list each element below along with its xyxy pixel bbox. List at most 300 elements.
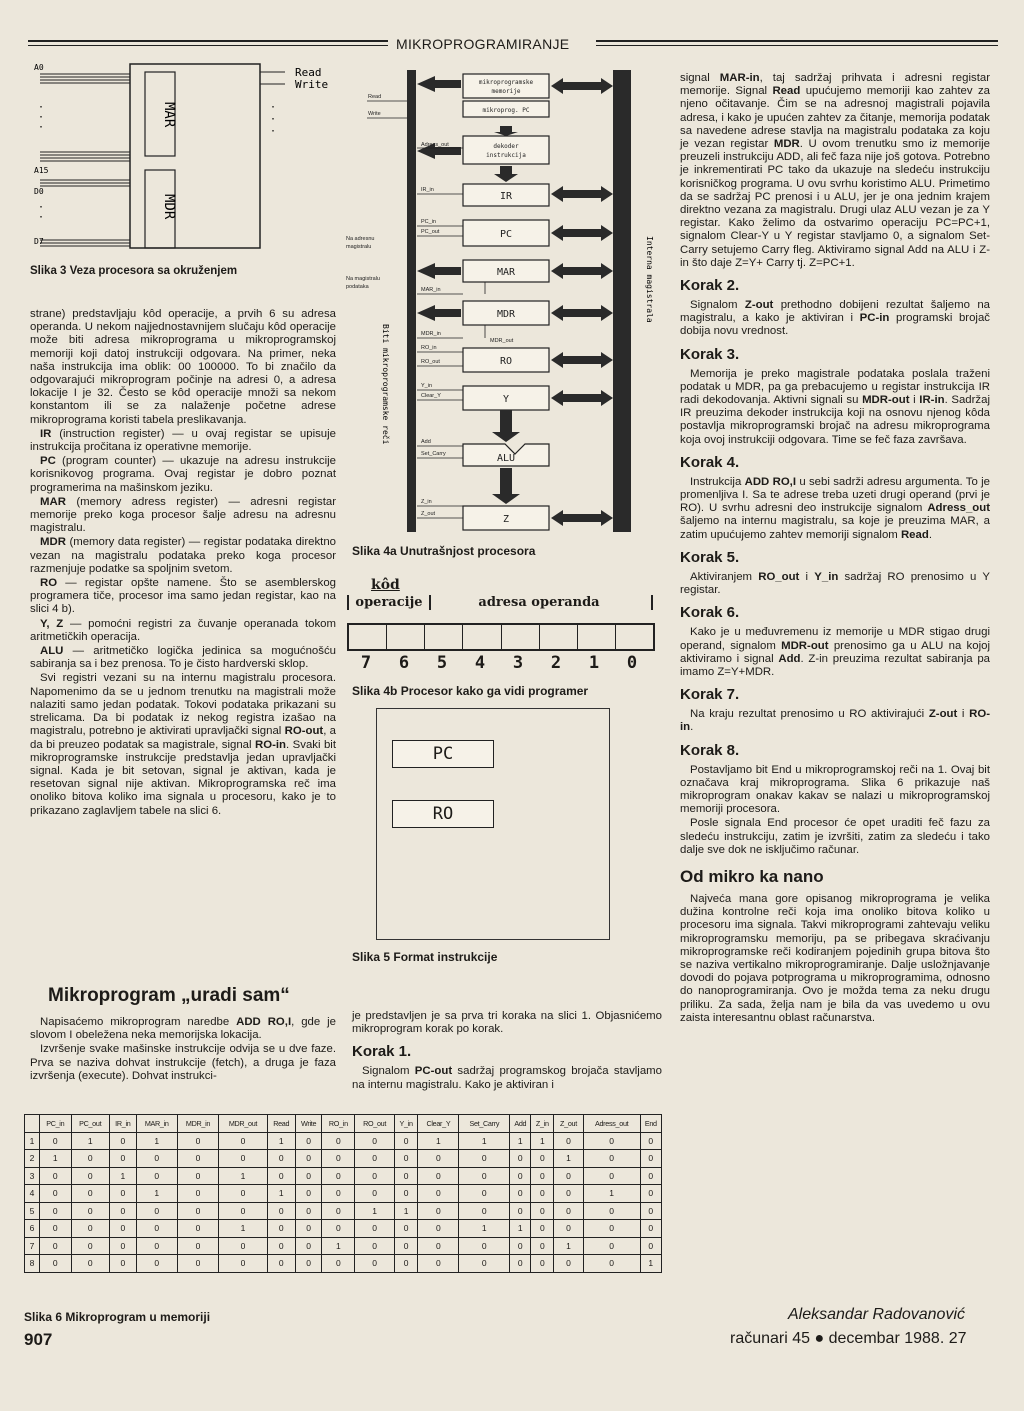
table-cell: 0 <box>554 1167 584 1185</box>
table-cell: 0 <box>640 1202 661 1220</box>
svg-text:·: · <box>270 126 277 137</box>
pin-a0: A0 <box>34 63 44 72</box>
slika3-figure <box>30 60 340 260</box>
left-heading: Mikroprogram „uradi sam“ <box>48 985 290 1006</box>
header-rule-left-bottom <box>28 45 388 46</box>
table-cell: 0 <box>510 1150 531 1168</box>
bit-numbers <box>347 653 651 673</box>
table-header-cell: Y_in <box>394 1115 417 1133</box>
table-cell: 0 <box>40 1132 72 1150</box>
instruction-bit-cells <box>347 623 655 651</box>
table-cell: 0 <box>177 1237 219 1255</box>
table-cell: 0 <box>394 1185 417 1203</box>
svg-text:·: · <box>38 102 45 113</box>
block-dek-2: instrukcija <box>486 152 526 159</box>
table-cell: 0 <box>295 1220 322 1238</box>
block-z: Z <box>502 514 510 525</box>
table-cell: 0 <box>394 1220 417 1238</box>
na-podatka-2: podataka <box>346 284 369 290</box>
adresa-operanda-label: adresa operanda <box>427 595 653 610</box>
sig-write: Write <box>368 111 381 117</box>
table-cell: 0 <box>219 1150 267 1168</box>
slika4b-caption: Slika 4b Procesor kako ga vidi programer <box>352 684 589 698</box>
table-header-cell: PC_in <box>40 1115 72 1133</box>
sig-clear-y: Clear_Y <box>421 393 441 399</box>
bit-0: 0 <box>626 653 638 673</box>
read-label: Read <box>295 66 322 79</box>
sig-y-in: Y_in <box>421 383 433 389</box>
korak-7-heading: Korak 7. <box>680 686 740 704</box>
slika6-caption: Slika 6 Mikroprogram u memoriji <box>24 1310 211 1324</box>
page-number-left: 907 <box>24 1330 53 1349</box>
table-cell: 0 <box>459 1255 510 1273</box>
table-cell: 0 <box>267 1237 295 1255</box>
table-cell: 0 <box>177 1255 219 1273</box>
table-cell: 0 <box>40 1255 72 1273</box>
table-cell: 0 <box>71 1167 109 1185</box>
right-column <box>680 72 990 1026</box>
table-cell: 0 <box>40 1185 72 1203</box>
slika5-caption: Slika 5 Format instrukcije <box>352 950 498 964</box>
table-cell: 0 <box>322 1185 355 1203</box>
table-cell: 0 <box>554 1132 584 1150</box>
table-header-cell: Read <box>267 1115 295 1133</box>
table-cell: 0 <box>640 1167 661 1185</box>
block-alu: ALU <box>496 453 516 464</box>
sig-pc-out: PC_out <box>421 229 440 235</box>
sig-set-carry: Set_Carry <box>421 451 446 457</box>
table-row <box>25 1185 662 1203</box>
sig-ir-in: IR_in <box>421 187 434 193</box>
left-column <box>30 308 336 819</box>
table-cell: 0 <box>394 1237 417 1255</box>
issue: računari 45 <box>730 1330 811 1347</box>
table-cell: 0 <box>459 1202 510 1220</box>
table-cell: 1 <box>136 1132 177 1150</box>
table-cell: 0 <box>640 1150 661 1168</box>
left-para-3: Napisaćemo mikroprogram naredbe ADD RO,I, gde je slovom I obeležena neka memorijska lokacija. <box>30 1016 336 1042</box>
slika5-figure <box>350 708 650 940</box>
table-cell: 0 <box>136 1202 177 1220</box>
mdr-label: MDR <box>161 194 177 220</box>
table-cell: 0 <box>554 1202 584 1220</box>
table-header-cell: RO_out <box>355 1115 395 1133</box>
slika4a-caption: Slika 4a Unutrašnjost procesora <box>352 544 536 558</box>
block-ro: RO <box>499 356 513 367</box>
table-cell: 0 <box>418 1237 459 1255</box>
table-cell: 0 <box>40 1237 72 1255</box>
table-cell: 0 <box>554 1185 584 1203</box>
table-cell: 0 <box>640 1220 661 1238</box>
korak-5-heading: Korak 5. <box>680 548 740 566</box>
table-cell: 1 <box>40 1150 72 1168</box>
table-header-cell: Adress_out <box>583 1115 640 1133</box>
sig-pc-in: PC_in <box>421 219 436 225</box>
left-para-4: Izvršenje svake mašinske instrukcije odvija se u dve faze. Prva se naziva dohvat instrukcije (fetch), a druga je faza izvršenja (execute). Dohvat instrukci- <box>30 1043 336 1082</box>
table-cell: 0 <box>531 1167 554 1185</box>
table-cell: 0 <box>640 1237 661 1255</box>
write-label: Write <box>295 78 329 91</box>
slika4a-diagram <box>345 66 663 538</box>
slika4a-figure <box>345 66 663 538</box>
table-cell: 0 <box>531 1237 554 1255</box>
korak-6-heading: Korak 6. <box>680 604 740 622</box>
korak-4-heading: Korak 4. <box>680 453 740 471</box>
table-header-cell: IR_in <box>109 1115 136 1133</box>
block-y: Y <box>502 394 510 405</box>
table-cell: 0 <box>355 1185 395 1203</box>
block-mdr: MDR <box>496 309 516 320</box>
table-cell: 1 <box>554 1150 584 1168</box>
bullet: ● <box>814 1330 825 1347</box>
row-index-cell: 6 <box>25 1220 40 1238</box>
row-index-cell: 1 <box>25 1132 40 1150</box>
sig-adress-out: Adress_out <box>421 142 449 148</box>
table-cell: 0 <box>418 1185 459 1203</box>
reg-pc: PC <box>392 740 494 768</box>
korak-8-text-2: Posle signala End procesor će opet uraditi feč fazu za sledeću instrukciju, zatim je izvršiti, zatim za sledeću i tako dalje sve dok ne isključimo računar. <box>680 817 990 856</box>
page-number-right: 27 <box>948 1330 967 1347</box>
table-cell: 0 <box>219 1255 267 1273</box>
table-cell: 1 <box>531 1132 554 1150</box>
table-cell: 0 <box>136 1237 177 1255</box>
korak-7-text: Na kraju rezultat prenosimo u RO aktivirajući Z-out i RO-in. <box>680 708 990 734</box>
table-cell: 0 <box>418 1202 459 1220</box>
table-header-cell: MAR_in <box>136 1115 177 1133</box>
sig-mar-in: MAR_in <box>421 287 441 293</box>
table-cell: 0 <box>510 1185 531 1203</box>
table-cell: 0 <box>136 1167 177 1185</box>
block-mpmem-1: mikroprogramske <box>478 79 534 86</box>
table-cell: 1 <box>418 1132 459 1150</box>
block-mpmem-2: memorije <box>491 88 521 95</box>
table-cell: 1 <box>459 1132 510 1150</box>
row-index-cell: 4 <box>25 1185 40 1203</box>
block-dek-1: dekoder <box>493 143 519 150</box>
author: Aleksandar Radovanović <box>788 1306 965 1323</box>
table-cell: 1 <box>136 1185 177 1203</box>
slika3-caption: Slika 3 Veza procesora sa okruženjem <box>30 265 238 277</box>
table-cell: 0 <box>459 1185 510 1203</box>
table-row <box>25 1220 662 1238</box>
table-cell: 0 <box>322 1150 355 1168</box>
table-cell: 0 <box>109 1220 136 1238</box>
table-cell: 0 <box>355 1237 395 1255</box>
table-cell: 1 <box>510 1220 531 1238</box>
bit-2: 2 <box>550 653 562 673</box>
table-cell: 0 <box>531 1220 554 1238</box>
table-header-cell: RO_in <box>322 1115 355 1133</box>
kod-label: kôd <box>371 577 400 593</box>
table-cell: 0 <box>177 1220 219 1238</box>
svg-text:·: · <box>38 112 45 123</box>
table-cell: 0 <box>109 1237 136 1255</box>
vert-left-label: Biti mikroprogramske reči <box>381 324 390 445</box>
table-cell: 0 <box>71 1220 109 1238</box>
def-mar: MAR (memory adress register) — adresni registar memorije preko koga procesor šalje adresu na adresnu magistralu. <box>30 495 336 535</box>
table-cell: 0 <box>554 1220 584 1238</box>
pin-d7: D7 <box>34 237 44 246</box>
table-header-cell: Set_Carry <box>459 1115 510 1133</box>
table-header-cell: MDR_out <box>219 1115 267 1133</box>
table-cell: 0 <box>40 1220 72 1238</box>
sig-mdr-out: MDR_out <box>490 338 514 344</box>
table-cell: 0 <box>295 1167 322 1185</box>
table-cell: 0 <box>267 1220 295 1238</box>
table-cell: 1 <box>322 1237 355 1255</box>
def-alu: ALU — aritmetičko logička jedinica sa mogućnošću sabiranja sa i bez prenosa. To je čisto hardverski sklop. <box>30 645 336 671</box>
table-cell: 0 <box>136 1220 177 1238</box>
bit-6: 6 <box>398 653 410 673</box>
header-rule-left-top <box>28 40 388 42</box>
korak-2-text: Signalom Z-out prethodno dobijeni rezultat šaljemo na magistralu, a kako je aktiviran i PC-in programski brojač dobija novu vrednost. <box>680 299 990 338</box>
table-cell: 0 <box>177 1132 219 1150</box>
pin-a15: A15 <box>34 166 49 175</box>
table-cell: 0 <box>295 1237 322 1255</box>
korak-1-heading: Korak 1. <box>352 1043 412 1061</box>
block-mar: MAR <box>496 267 516 278</box>
table-cell: 1 <box>510 1132 531 1150</box>
table-cell: 0 <box>355 1255 395 1273</box>
block-ir: IR <box>499 191 513 202</box>
table-row <box>25 1132 662 1150</box>
table-cell: 1 <box>554 1237 584 1255</box>
table-header-cell: Clear_Y <box>418 1115 459 1133</box>
sig-add: Add <box>421 439 431 445</box>
table-cell: 0 <box>71 1237 109 1255</box>
table-cell: 0 <box>71 1202 109 1220</box>
table-cell: 0 <box>295 1185 322 1203</box>
table-row <box>25 1150 662 1168</box>
header-rule-right-top <box>596 40 998 42</box>
table-cell: 1 <box>219 1220 267 1238</box>
table-cell: 0 <box>40 1167 72 1185</box>
table-cell: 0 <box>219 1237 267 1255</box>
section-title: MIKROPROGRAMIRANJE <box>396 36 570 52</box>
korak-6-text: Kako je u međuvremenu iz memorije u MDR stigao drugi operand, signalom MDR-out prenosimo ga u ALU na kojoj aktiviramo i signal Add. Z-in preuzima rezultat sabiranja pa imamo Z=Y+MDR. <box>680 626 990 678</box>
table-cell: 0 <box>583 1255 640 1273</box>
table-cell: 0 <box>109 1132 136 1150</box>
table-cell: 1 <box>267 1132 295 1150</box>
right-heading: Od mikro ka nano <box>680 866 824 886</box>
table-cell: 0 <box>267 1202 295 1220</box>
table-cell: 0 <box>322 1202 355 1220</box>
table-cell: 0 <box>531 1202 554 1220</box>
bit-3: 3 <box>512 653 524 673</box>
table-cell: 0 <box>531 1150 554 1168</box>
na-podatka-1: Na magistralu <box>346 276 380 282</box>
table-cell: 0 <box>267 1167 295 1185</box>
microprogram-table-wrap <box>24 1114 662 1273</box>
nano-text: Najveća mana gore opisanog mikroprograma je velika dužina kontrolne reči koja ima onoliko bitova koliko u procesoru ima signala. Takvi mikroprogrami zahtevaju veliku mikroprogramsku memoriju, pa se pribegava skraćivanju mikroprogramske reči kodiranjem pojedinih grupa bitova što se naziva vertikalno mikroprogramiranje. Dalje usložnjavanje dovodi do pojava potprograma u mikroprogramima, odnosno do nanoprogramiranja. Ovo je možda tema za neku drugu priliku. Za sada, želja nam je bila da vas uvedemo u ovu zaista interesantnu oblast računarstva. <box>680 892 990 1024</box>
table-cell: 0 <box>267 1255 295 1273</box>
na-adresnu-1: Na adresnu <box>346 236 375 242</box>
korak-2-heading: Korak 2. <box>680 277 740 295</box>
korak-4-text: Instrukcija ADD RO,I u sebi sadrži adresu argumenta. To je promenljiva I. Sa te adrese treba uzeti drugi operand (prvi je RO). U svrhu adresni deo instrukcije signalom Adress_out šaljemo na internu magistralu, sa koje je preuzima MAR, a zatim upućujemo zahtev memoriji signalom Read. <box>680 475 990 541</box>
microprogram-table <box>24 1114 662 1273</box>
row-index-cell: 2 <box>25 1150 40 1168</box>
table-cell: 0 <box>355 1167 395 1185</box>
table-cell: 0 <box>583 1237 640 1255</box>
table-header-cell: Add <box>510 1115 531 1133</box>
def-pc: PC (program counter) — ukazuje na adresu instrukcije korisnikovog programa. Ovaj registar je dobro poznat programerima na mašinskom jeziku. <box>30 455 336 494</box>
table-cell: 0 <box>583 1202 640 1220</box>
table-cell: 1 <box>109 1167 136 1185</box>
table-cell: 0 <box>640 1132 661 1150</box>
def-ir: IR (instruction register) — u ovaj registar se upisuje instrukcija pročitana iz operativne memorije. <box>30 427 336 454</box>
header-rule-right-bottom <box>596 45 998 46</box>
row-index-cell: 8 <box>25 1255 40 1273</box>
table-cell: 0 <box>267 1150 295 1168</box>
table-row <box>25 1202 662 1220</box>
sig-z-out: Z_out <box>421 511 436 517</box>
row-index-cell: 3 <box>25 1167 40 1185</box>
table-corner <box>25 1115 40 1133</box>
table-cell: 0 <box>531 1185 554 1203</box>
table-cell: 0 <box>109 1150 136 1168</box>
table-cell: 0 <box>295 1132 322 1150</box>
bit-7: 7 <box>360 653 372 673</box>
table-cell: 0 <box>219 1202 267 1220</box>
svg-text:·: · <box>270 114 277 125</box>
korak-3-text: Memorija je preko magistrale podataka poslala traženi podatak u MDR, pa ga prebacujemo u registar instrukcija IR radi dekodovanja. Aktivni signali su MDR-out i IR-in. Sadržaj IR preuzima dekoder instrukcija koji na osnovu njenog kôda postavlja mikroprogramski brojač na adresu mikroprograma koja ovoj instrukciji odgovara. Time se feč faza završava. <box>680 367 990 446</box>
mid-column <box>352 1010 662 1093</box>
table-cell: 0 <box>40 1202 72 1220</box>
table-cell: 0 <box>177 1150 219 1168</box>
table-cell: 0 <box>418 1150 459 1168</box>
table-cell: 0 <box>109 1202 136 1220</box>
table-cell: 0 <box>295 1255 322 1273</box>
svg-text:·: · <box>270 102 277 113</box>
table-header-cell: PC_out <box>71 1115 109 1133</box>
reg-ro: RO <box>392 800 494 828</box>
right-para-1: signal MAR-in, taj sadržaj prihvata i adresni registar memorije. Signal Read upućujemo memoriji kao zahtev za njeno očitavanje. Čim se na adresnoj magistrali pojavila adresa, i kako je upućen zahtev za čitanje, memorija podatak sa navedene adrese stavlja na magistralu podataka za koju je vezan registar MDR. U ovom trenutku smo iz memorije preuzeli instrukciju ADD, ali feč faza nije još gotova. Potrebno je inkrementirati PC tako da ukazuje na sledeću instrukciju korisničkog programa. U ovu svrhu koristimo ALU. Primetimo da se sadržaj PC prenosi i u ALU, jer je ona jednim krajem direktno vezana za magistralu. Drugi ulaz ALU vezan je za Y registar. Kako želimo da ostvarimo operaciju PC=PC+1, signalom Clear-Y u Y registar stavljamo 0, a signalom Set-Carry setujemo Carry fleg. Aktiviramo signal Add na ALU i Z-in što daje Z=Y+ Carry tj. Z=PC+1. <box>680 72 990 269</box>
table-header-cell: Z_in <box>531 1115 554 1133</box>
table-cell: 1 <box>355 1202 395 1220</box>
table-cell: 1 <box>267 1185 295 1203</box>
table-cell: 0 <box>71 1255 109 1273</box>
korak-5-text: Aktiviranjem RO_out i Y_in sadržaj RO prenosimo u Y registar. <box>680 570 990 597</box>
table-cell: 0 <box>554 1255 584 1273</box>
table-cell: 0 <box>322 1255 355 1273</box>
table-cell: 0 <box>459 1167 510 1185</box>
table-row <box>25 1255 662 1273</box>
table-cell: 0 <box>219 1132 267 1150</box>
table-cell: 1 <box>394 1202 417 1220</box>
table-cell: 0 <box>355 1220 395 1238</box>
slika3-diagram <box>30 60 340 260</box>
table-cell: 0 <box>583 1167 640 1185</box>
korak-3-heading: Korak 3. <box>680 345 740 363</box>
table-cell: 0 <box>418 1167 459 1185</box>
table-cell: 0 <box>295 1202 322 1220</box>
table-cell: 0 <box>219 1185 267 1203</box>
left-para-1: strane) predstavljaju kôd operacije, a prvih 6 su adresa operanda. U nekom najjednostavnijem slučaju kôd operacije može biti adresa mikroprograma u mikroprogramskoj memoriji koji datoj instrukciji odgovara. Na primer, neka naša instrukcija ima oblik: 00 100000. To bi značilo da odgovarajući mikroprogram počinje na adresi 0, a adresa lokacije I je 32. Često se kôd operacije množi sa nekom konstantom ili se za nalaženje početne adrese mikroprograma koristi tabela preslikavanja. <box>30 308 336 426</box>
korak-8-heading: Korak 8. <box>680 741 740 759</box>
table-cell: 0 <box>355 1132 395 1150</box>
row-index-cell: 7 <box>25 1237 40 1255</box>
table-cell: 0 <box>394 1167 417 1185</box>
table-cell: 0 <box>322 1167 355 1185</box>
sig-ro-in: RO_in <box>421 345 437 351</box>
table-cell: 0 <box>459 1150 510 1168</box>
na-adresnu-2: magistralu <box>346 244 372 250</box>
sig-ro-out: RO_out <box>421 359 440 365</box>
sig-z-in: Z_in <box>421 499 432 505</box>
table-cell: 0 <box>322 1220 355 1238</box>
svg-text:·: · <box>38 202 45 213</box>
table-cell: 1 <box>640 1255 661 1273</box>
vert-right-label: Interna magistrala <box>645 236 654 323</box>
row-index-cell: 5 <box>25 1202 40 1220</box>
def-yz: Y, Z — pomoćni registri za čuvanje operanada tokom aritmetičkih operacija. <box>30 617 337 643</box>
mar-label: MAR <box>161 102 177 128</box>
table-cell: 0 <box>177 1167 219 1185</box>
table-cell: 0 <box>459 1237 510 1255</box>
pin-d0: D0 <box>34 187 44 196</box>
table-cell: 0 <box>394 1255 417 1273</box>
table-cell: 0 <box>295 1150 322 1168</box>
table-header-cell: Z_out <box>554 1115 584 1133</box>
table-cell: 0 <box>136 1150 177 1168</box>
table-cell: 0 <box>71 1185 109 1203</box>
svg-text:·: · <box>38 212 45 223</box>
left-para-2: Svi registri vezani su na internu magistralu procesora. Napomenimo da se u jednom trenutku na magistrali može nalaziti samo jedan podatak. Tokovi podataka prikazani su strelicama. Da bi podatak iz nekog registra izašao na magistralu, potrebno je aktivirati upravljački signal RO-out, a da bi preuzeo podatak sa magistrale, signal RO-in. Svaki bit mikroprogramske instrukcije predstavlja jedan upravljački signal. Kada je bit setovan, signal je aktivan, kada je resetovan signal nije aktivan. Mikroprogramska reč ima onoliko bitova koliko ima signala u procesoru, kako je to prikazano zaglavljem tabele na slici 6. <box>30 672 336 817</box>
table-cell: 0 <box>322 1132 355 1150</box>
table-cell: 0 <box>510 1255 531 1273</box>
table-cell: 0 <box>177 1202 219 1220</box>
table-cell: 0 <box>71 1150 109 1168</box>
table-header-cell: End <box>640 1115 661 1133</box>
table-cell: 0 <box>510 1202 531 1220</box>
table-cell: 0 <box>418 1220 459 1238</box>
mid-para-1: je predstavljen je sa prva tri koraka na slici 1. Objasnićemo mikroprogram korak po korak. <box>352 1010 662 1036</box>
footer-issue-line <box>730 1330 967 1348</box>
table-cell: 0 <box>640 1185 661 1203</box>
operacije-label: operacije <box>347 595 431 610</box>
table-cell: 0 <box>583 1220 640 1238</box>
table-cell: 0 <box>510 1167 531 1185</box>
bit-4: 4 <box>474 653 486 673</box>
table-cell: 0 <box>355 1150 395 1168</box>
table-cell: 0 <box>177 1185 219 1203</box>
def-mdr: MDR (memory data register) — registar podataka direktno vezan na magistralu podataka preko koga procesor razmenjuje podatke sa spoljnim svetom. <box>30 536 336 575</box>
korak-1-text: Signalom PC-out sadržaj programskog brojača stavljamo na internu magistralu. Kako je aktiviran i <box>352 1065 662 1091</box>
table-row <box>25 1237 662 1255</box>
svg-text:·: · <box>38 122 45 133</box>
table-cell: 0 <box>109 1185 136 1203</box>
date: decembar 1988. <box>828 1330 945 1347</box>
def-ro: RO — registar opšte namene. Što se asemblerskog programera tiče, procesor ima samo jedan registar, kao na slici 4 b). <box>30 577 336 616</box>
table-cell: 1 <box>71 1132 109 1150</box>
table-cell: 1 <box>583 1185 640 1203</box>
sig-read: Read <box>368 94 382 100</box>
table-cell: 0 <box>418 1255 459 1273</box>
table-header-cell: MDR_in <box>177 1115 219 1133</box>
block-pc: PC <box>499 229 513 240</box>
bit-5: 5 <box>436 653 448 673</box>
table-header-row <box>25 1115 662 1133</box>
bit-1: 1 <box>588 653 600 673</box>
left-column-bottom <box>30 1016 336 1084</box>
table-cell: 0 <box>583 1132 640 1150</box>
table-body <box>25 1132 662 1272</box>
table-row <box>25 1167 662 1185</box>
table-cell: 0 <box>583 1150 640 1168</box>
table-cell: 1 <box>219 1167 267 1185</box>
table-cell: 0 <box>136 1255 177 1273</box>
slika4b-figure <box>345 575 655 675</box>
